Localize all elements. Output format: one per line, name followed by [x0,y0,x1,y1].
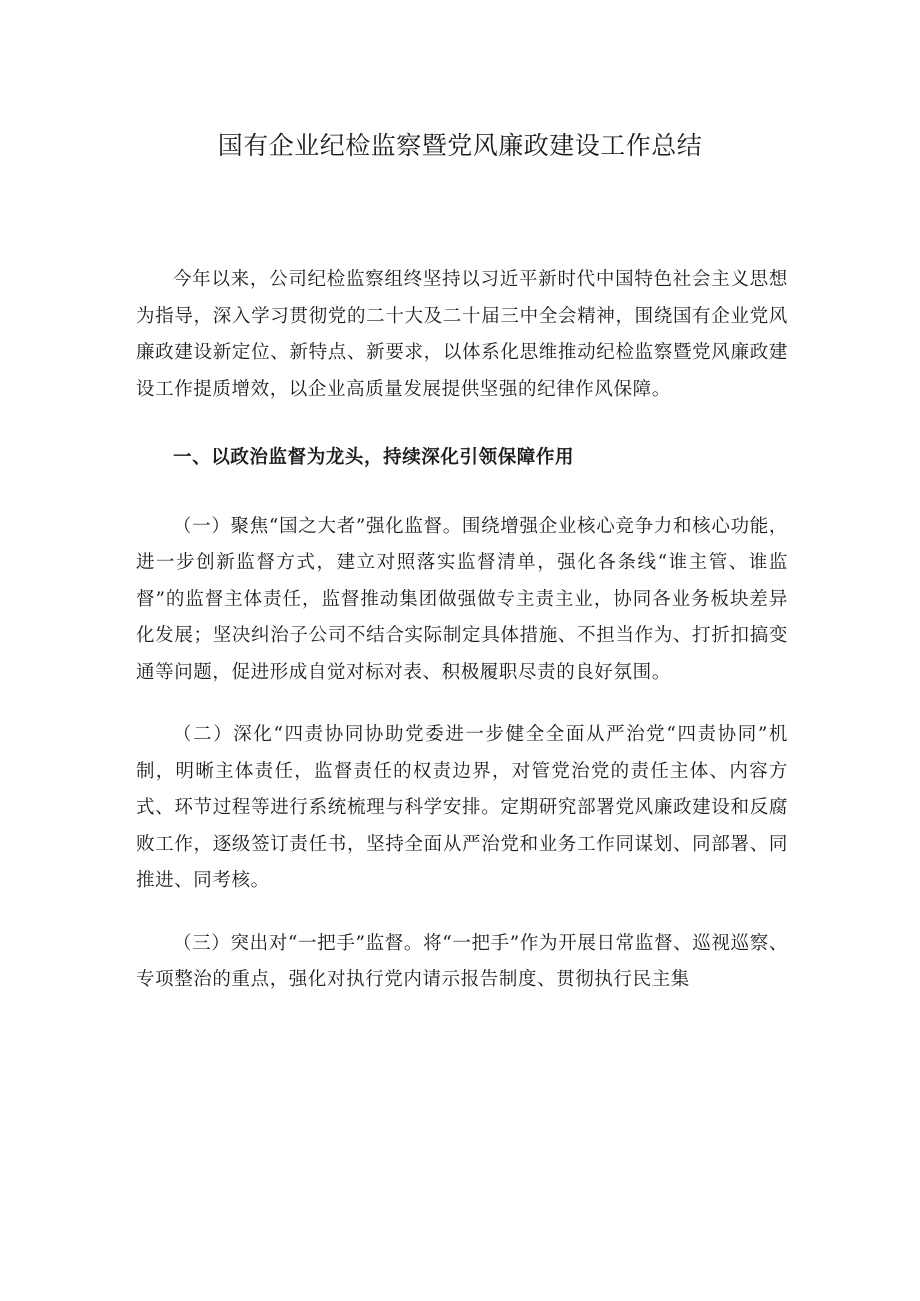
intro-paragraph: 今年以来，公司纪检监察组终坚持以习近平新时代中国特色社会主义思想为指导，深入学习贯彻党的二十大及二十届三中全会精神，围绕国有企业党风廉政建设新定位、新特点、新要求，以体系化思维推动纪检监察暨党风廉政建设工作提质增效，以企业高质量发展提供坚强的纪律作风保障。 [136,269,788,400]
section-heading-1: 一、以政治监督为龙头，持续深化引领保障作用 [173,447,575,468]
document-title: 国有企业纪检监察暨党风廉政建设工作总结 [217,131,703,160]
paragraph-3: （三）突出对“一把手”监督。将“一把手”作为开展日常监督、巡视巡察、专项整治的重点，强化对执行党内请示报告制度、贯彻执行民主集 [136,932,788,990]
paragraph-1: （一）聚焦“国之大者”强化监督。围绕增强企业核心竞争力和核心功能，进一步创新监督方式，建立对照落实监督清单，强化各条线“谁主管、谁监督”的监督主体责任，监督推动集团做强做专主责主业，协同各业务板块差异化发展；坚决纠治子公司不结合实际制定具体措施、不担当作为、打折扣搞变通等问题，促进形成自觉对标对表、积极履职尽责的良好氛围。 [136,515,788,683]
document-body [136,262,788,999]
paragraph-2: （二）深化“四责协同协助党委进一步健全全面从严治党“四责协同”机制，明晰主体责任，监督责任的权责边界，对管党治党的责任主体、内容方式、环节过程等进行系统梳理与科学安排。定期研究部署党风廉政建设和反腐败工作，逐级签订责任书，坚持全面从严治党和业务工作同谋划、同部署、同推进、同考核。 [136,724,788,891]
